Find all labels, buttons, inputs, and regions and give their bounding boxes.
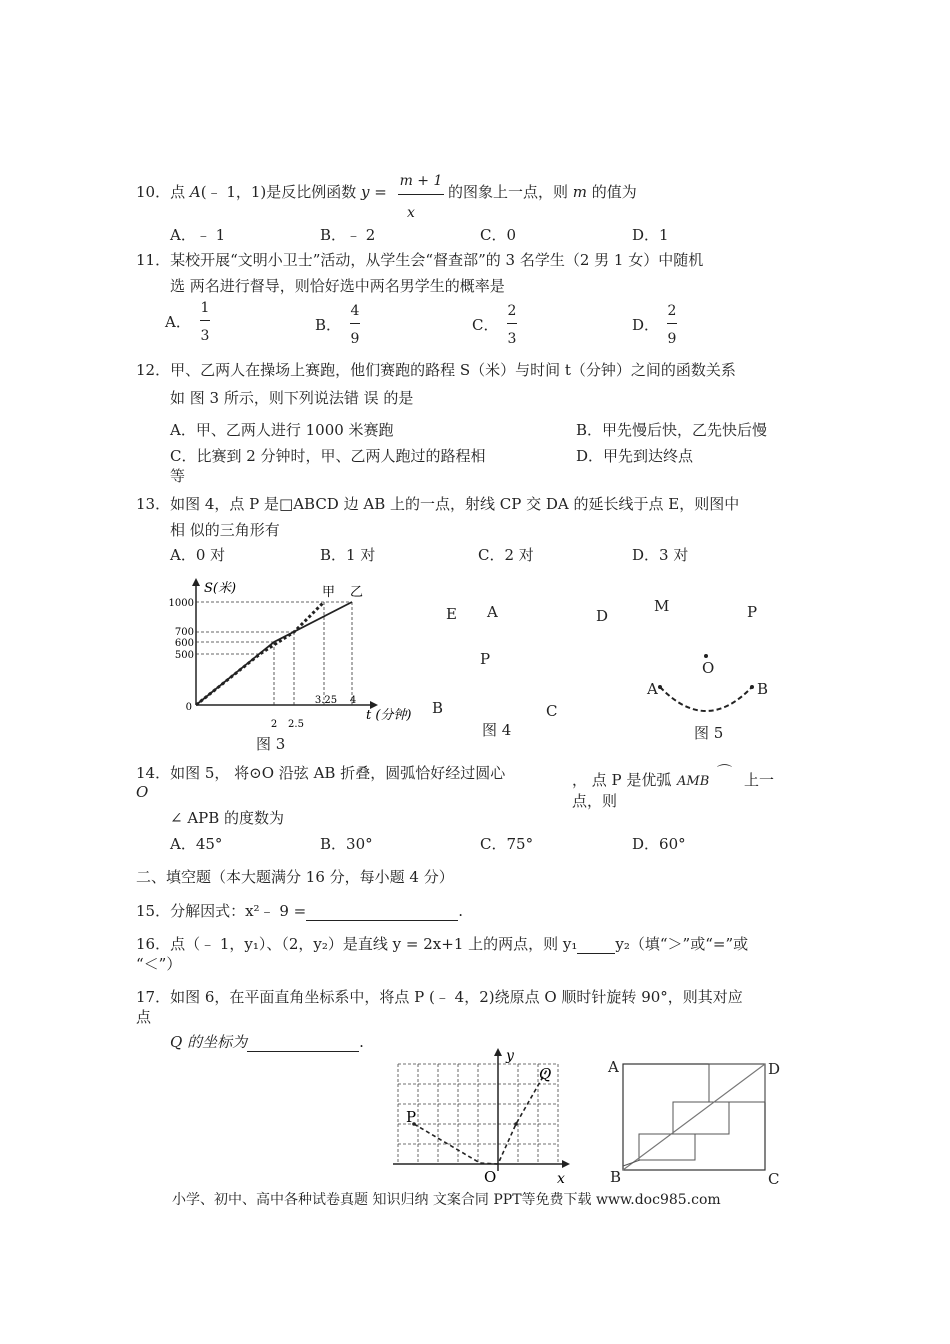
page-footer: 小学、初中、高中各种试卷真题 知识归纳 文案合同 PPT等免费下载 www.doc985.com	[172, 1192, 721, 1208]
fig3-xlabel: t (分钟)	[366, 708, 412, 723]
q11-opt-d-den: 9	[667, 331, 677, 347]
q16-line2: “＜”）	[136, 955, 182, 973]
q11-opt-a-bar	[200, 320, 210, 321]
fig5-point-b: B	[757, 680, 769, 698]
fig6-label-y: y	[506, 1048, 514, 1064]
q10-point: A	[189, 183, 201, 201]
q13-option-b: B．1 对	[320, 546, 376, 564]
q10-m: m	[572, 183, 588, 201]
q11-line2: 选 两名进行督导，则恰好选中两名男学生的概率是	[170, 277, 505, 295]
q15-text: 15．分解因式：x²﹣ 9 =	[136, 902, 307, 920]
fig3-ytick-500: 500	[174, 650, 194, 661]
fig6-label-x: x	[557, 1171, 565, 1186]
q16-answer-blank[interactable]	[577, 935, 615, 954]
q17-text: Q 的坐标为	[170, 1033, 248, 1051]
q14-line1d: 上一	[744, 771, 775, 789]
q10-option-a: A．﹣ 1	[170, 226, 226, 244]
q14-line1: 14．如图 5， 将⊙O 沿弦 AB 折叠，圆弧恰好经过圆心	[136, 764, 506, 782]
fig4-point-b: B	[432, 699, 444, 717]
fig3-ylabel: S(米)	[204, 581, 237, 596]
q10-text-b: (﹣ 1，1)是反比例函数	[200, 183, 362, 201]
q13-option-a: A．0 对	[170, 546, 226, 564]
q11-opt-d-label: D．	[632, 316, 660, 334]
q10-option-c: C．0	[480, 226, 517, 244]
fig3-ytick-600: 600	[174, 638, 194, 649]
q16-text-a: 16．点（﹣ 1，y₁）、（2，y₂）是直线 y = 2x+1 上的两点，则 y₁	[136, 935, 578, 953]
q10-option-d: D．1	[632, 226, 669, 244]
fig5-caption: 图 5	[694, 724, 724, 742]
fig7-label-a: A	[608, 1058, 619, 1076]
q11-opt-a-label: A．	[165, 313, 191, 331]
q12-option-c2: 等	[170, 467, 186, 485]
q12-option-b: B．甲先慢后快，乙先快后慢	[576, 421, 768, 439]
q15-line	[136, 901, 463, 921]
fig3-label-jia: 甲	[322, 585, 336, 600]
q17-answer-blank[interactable]	[247, 1033, 359, 1052]
fig6-label-o: O	[484, 1168, 497, 1186]
figure-6-grid	[388, 1046, 578, 1186]
q17-end: .	[359, 1033, 364, 1051]
q14-option-a: A．45°	[170, 835, 223, 853]
q12-option-d: D．甲先到达终点	[576, 447, 694, 465]
fig3-ytick-0: 0	[185, 702, 192, 713]
q14-line1c: ， 点 P 是优弧	[572, 771, 672, 789]
q12-option-a: A．甲、乙两人进行 1000 米赛跑	[170, 421, 394, 439]
q11-opt-c-label: C．	[472, 316, 499, 334]
q12-option-c1: C．比赛到 2 分钟时，甲、乙两人跑过的路程相	[170, 447, 486, 465]
q10-frac-bar	[398, 194, 444, 195]
q15-end: .	[458, 902, 463, 920]
q14-option-d: D．60°	[632, 835, 686, 853]
fig5-point-a: A	[647, 680, 658, 698]
fig6-label-q: Q	[539, 1065, 552, 1083]
q16-line1	[136, 934, 748, 954]
fig5-point-p: P	[747, 603, 758, 621]
fig6-label-p: P	[406, 1108, 417, 1126]
q10-frac-den: x	[407, 205, 415, 221]
q11-opt-d-bar	[667, 323, 677, 324]
fig5-point-m: M	[654, 597, 670, 615]
q10-line-rest	[448, 182, 637, 202]
fig3-caption: 图 3	[256, 735, 286, 753]
q10-num: 10．	[136, 183, 171, 201]
q10-line	[136, 182, 387, 202]
q11-opt-b-label: B．	[315, 316, 342, 334]
q11-opt-b-bar	[350, 323, 360, 324]
q12-line2: 如 图 3 所示，则下列说法错 误 的是	[170, 389, 414, 407]
fig7-label-c: C	[768, 1170, 780, 1188]
q13-line1: 13．如图 4，点 P 是□ABCD 边 AB 上的一点，射线 CP 交 DA 的延长线于点 E，则图中	[136, 495, 740, 513]
q14-option-b: B．30°	[320, 835, 373, 853]
q17-line2	[170, 1032, 364, 1052]
q11-opt-a-num: 1	[200, 300, 210, 316]
q11-opt-d-num: 2	[667, 303, 677, 319]
q12-line1: 12．甲、乙两人在操场上赛跑，他们赛跑的路程 S（米）与时间 t（分钟）之间的函数关系	[136, 361, 736, 379]
figure-7-square	[620, 1062, 770, 1172]
q10-text-a: 点	[170, 183, 190, 201]
q11-opt-a-den: 3	[200, 328, 210, 344]
q11-line1: 11．某校开展“文明小卫士”活动，从学生会“督查部”的 3 名学生（2 男 1 女）中随机	[136, 251, 704, 269]
fig7-label-d: D	[768, 1060, 781, 1078]
q13-option-d: D．3 对	[632, 546, 689, 564]
fig4-point-d: D	[596, 607, 609, 625]
fig3-label-yi: 乙	[350, 585, 364, 600]
q14-line1b: O	[136, 783, 149, 801]
q14-line1e: 点，则	[572, 792, 618, 810]
figure-3-graph	[160, 572, 420, 752]
fig4-point-a: A	[487, 603, 498, 621]
fig3-ytick-1000: 1000	[168, 598, 194, 609]
q13-line2: 相 似的三角形有	[170, 521, 280, 539]
fig3-xtick-2.5: 2.5	[288, 719, 304, 730]
q11-opt-b-num: 4	[350, 303, 360, 319]
q10-frac-num: m + 1	[399, 173, 443, 189]
fig4-point-e: E	[446, 605, 457, 623]
q11-opt-c-num: 2	[507, 303, 517, 319]
fig3-xtick-2: 2	[270, 719, 278, 730]
fig4-point-c: C	[546, 702, 558, 720]
q14-option-c: C．75°	[480, 835, 534, 853]
q11-opt-c-den: 3	[507, 331, 517, 347]
q13-option-c: C．2 对	[478, 546, 534, 564]
q10-option-b: B．﹣ 2	[320, 226, 376, 244]
q10-text-c: 的图象上一点，则	[448, 183, 573, 201]
q11-opt-c-bar	[507, 323, 517, 324]
fig4-point-p: P	[480, 650, 491, 668]
q17-line1: 17．如图 6，在平面直角坐标系中，将点 P (﹣ 4，2)绕原点 O 顺时针旋转 90°，则其对应	[136, 988, 743, 1006]
q14-line2: ∠ APB 的度数为	[170, 809, 285, 827]
fig3-ytick-700: 700	[174, 627, 194, 638]
section-2-heading: 二、填空题（本大题满分 16 分，每小题 4 分）	[136, 868, 454, 886]
q10-text-d: 的值为	[587, 183, 637, 201]
fig5-point-o: O	[702, 659, 715, 677]
fig7-label-b: B	[610, 1168, 622, 1186]
fig3-xtick-3.25: 3.25	[314, 695, 338, 706]
q17-line1b: 点	[136, 1008, 152, 1026]
q11-opt-b-den: 9	[350, 331, 360, 347]
fig4-caption: 图 4	[482, 721, 512, 739]
q15-answer-blank[interactable]	[306, 902, 458, 921]
q10-y-eq: y =	[361, 183, 387, 201]
q16-text-b: y₂（填“＞”或“=”或	[615, 935, 749, 953]
q14-arc-symbol: ⌒	[717, 763, 733, 781]
q14-arc-label: AMB	[677, 774, 710, 789]
fig3-xtick-4: 4	[349, 695, 357, 706]
